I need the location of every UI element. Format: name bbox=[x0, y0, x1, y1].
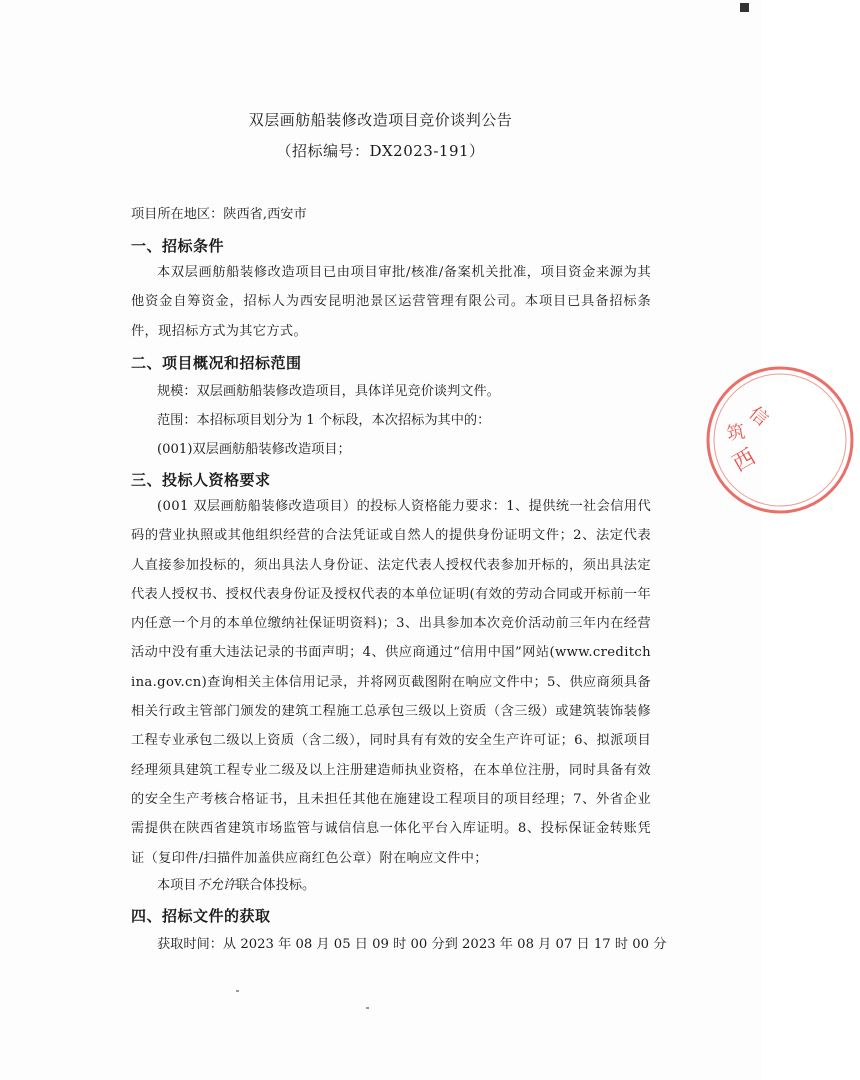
consortium-note-prefix: 本项目 bbox=[157, 878, 197, 893]
seal-char-2: 筑 bbox=[725, 421, 747, 445]
section-2-heading: 二、项目概况和招标范围 bbox=[131, 354, 302, 372]
scan-speck bbox=[236, 990, 239, 992]
section-2-scale: 规模：双层画舫船装修改造项目，具体详见竞价谈判文件。 bbox=[157, 384, 500, 399]
scan-corner-mark bbox=[740, 3, 749, 12]
section-3-paragraph: (001 双层画舫船装修改造项目）的投标人资格能力要求：1、提供统一社会信用代码的营业执照或其他组织经营的合法凭证或自然人的提供身份证明文件；2、法定代表人直接参加投标的，须出具法人身份证、法定代表人授权代表参加开标的，须出具法定代表人授权书、授权代表身份证及授权代表的本单位证明(有效的劳动合同或开标前一年内任意一个月的本单位缴纳社保证明资料)；3、出具参加本次竞价活动前三年内在经营活动中没有重大违法记录的书面声明；4、供应商通过“信用中国”网站(www.creditchina.gov.cn)查询相关主体信用记录，并将网页截图附在响应文件中；5、供应商须具备相关行政主管部门颁发的建筑工程施工总承包三级以上资质（含三级）或建筑装饰装修工程专业承包二级以上资质（含二级），同时具有有效的安全生产许可证；6、拟派项目经理须具建筑工程专业二级及以上注册建造师执业资格，在本单位注册，同时具备有效的安全生产考核合格证书，且未担任其他在施建设工程项目的项目经理；7、外省企业需提供在陕西省建筑市场监管与诚信信息一体化平台入库证明。8、投标保证金转账凭证（复印件/扫描件加盖供应商红色公章）附在响应文件中； bbox=[131, 499, 651, 866]
section-3-heading: 三、投标人资格要求 bbox=[131, 471, 271, 489]
scan-speck bbox=[366, 1007, 369, 1009]
section-4-heading: 四、招标文件的获取 bbox=[131, 907, 271, 925]
bid-number: （招标编号：DX2023-191） bbox=[276, 142, 485, 160]
seal-char-3: 西 bbox=[728, 444, 761, 478]
project-location: 项目所在地区：陕西省,西安市 bbox=[131, 207, 307, 222]
company-seal-stamp bbox=[700, 360, 860, 520]
consortium-note-suffix: 联合体投标。 bbox=[236, 878, 316, 893]
section-2-lot: (001)双层画舫船装修改造项目； bbox=[157, 442, 351, 457]
section-1-heading: 一、招标条件 bbox=[131, 237, 225, 255]
section-2-scope: 范围：本招标项目划分为 1 个标段，本次招标为其中的： bbox=[157, 413, 491, 428]
section-1-paragraph: 本双层画舫船装修改造项目已由项目审批/核准/备案机关批准，项目资金来源为其他资金自筹资金，招标人为西安昆明池景区运营管理有限公司。本项目已具备招标条件，现招标方式为其它方式。 bbox=[131, 265, 651, 339]
document-title: 双层画舫船装修改造项目竞价谈判公告 bbox=[248, 111, 513, 129]
seal-char-1: 信 bbox=[744, 402, 773, 431]
consortium-note bbox=[157, 876, 315, 896]
section-4-time: 获取时间：从 2023 年 08 月 05 日 09 时 00 分到 2023 年 08 月 07 日 17 时 00 分 bbox=[157, 937, 667, 952]
consortium-note-emphasis: 不允许 bbox=[196, 878, 237, 893]
